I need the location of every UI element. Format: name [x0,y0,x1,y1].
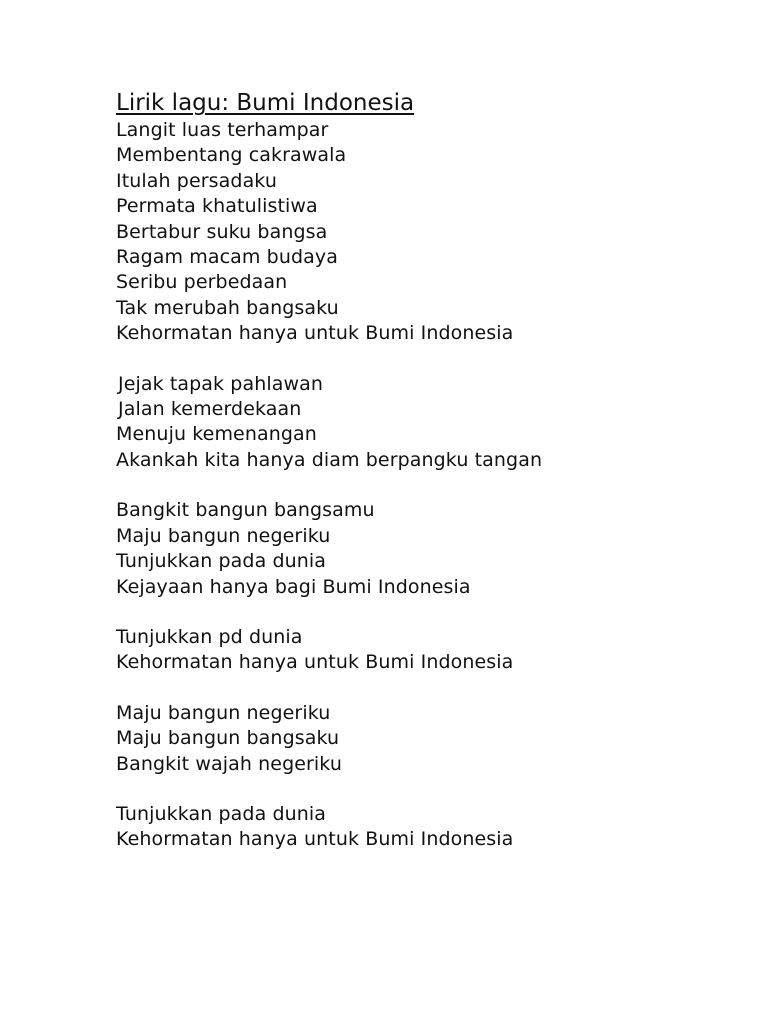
lyric-line: Jejak tapak pahlawan [118,372,323,395]
stanza-2 [116,372,736,474]
lyric-line: Kehormatan hanya untuk Bumi Indonesia [116,828,514,851]
page-title: Lirik lagu: Bumi Indonesia [116,90,415,116]
lyric-line: Maju bangun negeriku [116,701,331,724]
lyric-line: Membentang cakrawala [116,144,347,167]
lyric-line: Tunjukkan pada dunia [116,802,327,825]
lyric-line: Tunjukkan pd dunia [116,625,303,648]
lyric-line: Kehormatan hanya untuk Bumi Indonesia [116,651,514,674]
lyric-line: Bangkit wajah negeriku [116,752,342,775]
lyric-line: Kehormatan hanya untuk Bumi Indonesia [116,322,514,345]
lyric-line: Bertabur suku bangsa [116,220,328,243]
lyric-line: Langit luas terhampar [116,119,329,141]
lyrics-block [116,88,736,853]
lyric-line: Maju bangun negeriku [116,524,331,547]
lyric-line: Maju bangun bangsaku [116,727,340,750]
stanza-4 [116,625,736,676]
lyric-line: Akankah kita hanya diam berpangku tangan [116,448,543,471]
lyric-line: Ragam macam budaya [116,246,338,269]
lyric-line: Permata khatulistiwa [116,195,318,218]
lyric-line: Tunjukkan pada dunia [116,550,327,573]
lyric-line: Tak merubah bangsaku [116,296,339,319]
stanza-6 [116,802,736,853]
lyric-line: Menuju kemenangan [116,423,317,446]
stanza-3 [116,498,736,600]
lyric-line: Bangkit bangun bangsamu [116,499,375,522]
lyric-line: Kejayaan hanya bagi Bumi Indonesia [116,575,471,598]
stanza-5 [116,701,736,777]
lyric-line: Seribu perbedaan [116,271,288,294]
lyric-line: Itulah persadaku [116,169,277,192]
lyric-line: Jalan kemerdekaan [118,398,302,421]
stanza-1 [116,118,736,347]
